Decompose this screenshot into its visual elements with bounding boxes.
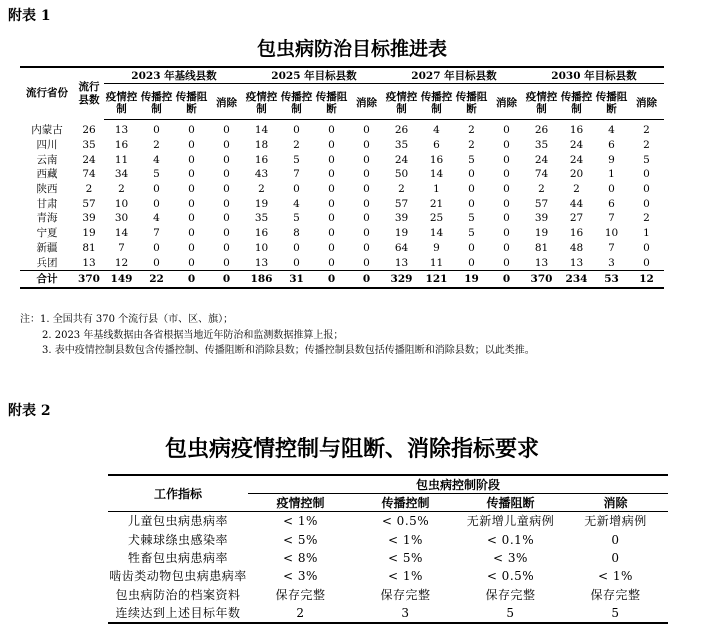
indicator-name: 连续达到上述目标年数 — [108, 604, 248, 623]
value-cell: 0 — [223, 241, 230, 254]
header-county-count: 流行县数 — [74, 67, 104, 120]
value-cell: 81 — [534, 241, 549, 254]
value-cell: 0 — [643, 168, 650, 181]
total-label: 合计 — [20, 270, 74, 288]
value-cell: 4 — [153, 212, 160, 225]
requirement-cell: 5 — [563, 604, 668, 623]
value-cell: 14 — [429, 227, 444, 240]
value-cell: 0 — [188, 124, 195, 137]
header-group-2027: 2027 年目标县数 — [384, 67, 524, 84]
requirement-cell: < 0.1% — [486, 532, 535, 547]
total-value-cell: 31 — [279, 270, 314, 288]
value-cell: 0 — [153, 241, 160, 254]
requirement-cell: 无新增病例 — [584, 514, 647, 529]
value-cell: 1 — [643, 227, 650, 240]
value-cell: 50 — [394, 168, 409, 181]
requirement-cell: < 3% — [493, 550, 528, 565]
table-row — [20, 211, 664, 226]
value-cell: 24 — [569, 153, 584, 166]
value-cell: 0 — [223, 227, 230, 240]
total-value-cell: 0 — [209, 270, 244, 288]
value-cell: 27 — [569, 212, 584, 225]
value-cell: 5 — [468, 212, 475, 225]
value-cell: 7 — [153, 227, 160, 240]
value-cell: 7 — [293, 168, 300, 181]
requirement-cell: < 5% — [388, 550, 423, 565]
value-cell: 20 — [569, 168, 584, 181]
requirement-cell: < 5% — [283, 532, 318, 547]
requirement-cell: < 1% — [388, 532, 423, 547]
table-row — [20, 182, 664, 197]
value-cell: 0 — [328, 227, 335, 240]
value-cell: 0 — [363, 197, 370, 210]
value-cell: 5 — [643, 153, 650, 166]
appendix-2-label: 附表 2 — [8, 403, 51, 419]
total-value-cell: 121 — [419, 270, 454, 288]
value-cell: 9 — [433, 241, 440, 254]
value-cell: 26 — [534, 124, 549, 137]
value-cell: 0 — [328, 241, 335, 254]
region-name: 内蒙古 — [31, 124, 63, 137]
value-cell: 0 — [363, 241, 370, 254]
value-cell: 0 — [643, 197, 650, 210]
county-count: 2 — [85, 183, 93, 196]
value-cell: 0 — [223, 212, 230, 225]
value-cell: 19 — [394, 227, 409, 240]
value-cell: 0 — [503, 212, 510, 225]
value-cell: 35 — [394, 139, 409, 152]
value-cell: 2 — [643, 124, 650, 137]
value-cell: 2 — [538, 183, 545, 196]
value-cell: 0 — [153, 124, 160, 137]
value-cell: 0 — [363, 139, 370, 152]
goal-progress-table — [20, 66, 664, 289]
header-sub-stage: 疫情控制 — [524, 84, 559, 120]
value-cell: 48 — [569, 241, 584, 254]
value-cell: 2 — [258, 183, 265, 196]
value-cell: 0 — [608, 183, 615, 196]
region-name: 青海 — [36, 212, 58, 225]
requirement-cell: < 3% — [283, 569, 318, 584]
value-cell: 16 — [114, 139, 129, 152]
value-cell: 24 — [534, 153, 549, 166]
header-group-2030: 2030 年目标县数 — [524, 67, 664, 84]
header-region: 流行省份 — [20, 67, 74, 120]
value-cell: 0 — [328, 153, 335, 166]
total-value-cell: 234 — [559, 270, 594, 288]
table-row — [108, 586, 668, 604]
value-cell: 5 — [468, 153, 475, 166]
value-cell: 19 — [254, 197, 269, 210]
value-cell: 5 — [468, 227, 475, 240]
value-cell: 0 — [503, 168, 510, 181]
header-sub-stage: 传播阻断 — [174, 84, 209, 120]
value-cell: 0 — [188, 183, 195, 196]
value-cell: 2 — [573, 183, 580, 196]
region-name: 陕西 — [36, 183, 58, 196]
total-row — [20, 270, 664, 288]
value-cell: 64 — [394, 241, 409, 254]
value-cell: 0 — [468, 168, 475, 181]
value-cell: 13 — [534, 256, 549, 269]
header-stage-transmission-interruption: 传播阻断 — [458, 494, 563, 512]
value-cell: 16 — [569, 227, 584, 240]
value-cell: 0 — [223, 139, 230, 152]
value-cell: 0 — [223, 197, 230, 210]
region-name: 西藏 — [36, 168, 58, 181]
table-row — [20, 167, 664, 182]
table-row — [20, 138, 664, 153]
value-cell: 0 — [153, 197, 160, 210]
value-cell: 0 — [188, 153, 195, 166]
value-cell: 13 — [254, 256, 269, 269]
table-row — [108, 512, 668, 531]
value-cell: 30 — [114, 212, 129, 225]
value-cell: 0 — [363, 212, 370, 225]
value-cell: 16 — [254, 153, 269, 166]
value-cell: 19 — [534, 227, 549, 240]
total-value-cell: 329 — [384, 270, 419, 288]
indicator-name: 牲畜包虫病患病率 — [127, 550, 228, 565]
value-cell: 14 — [254, 124, 269, 137]
value-cell: 16 — [569, 124, 584, 137]
county-count: 35 — [82, 139, 96, 152]
value-cell: 0 — [643, 241, 650, 254]
value-cell: 0 — [293, 124, 300, 137]
value-cell: 2 — [293, 139, 300, 152]
total-value-cell: 53 — [594, 270, 629, 288]
value-cell: 14 — [114, 227, 129, 240]
header-sub-stage: 疫情控制 — [244, 84, 279, 120]
value-cell: 0 — [328, 212, 335, 225]
header-stage-elimination: 消除 — [563, 494, 668, 512]
county-count: 24 — [82, 153, 96, 166]
requirement-cell: < 0.5% — [381, 514, 430, 529]
value-cell: 0 — [223, 256, 230, 269]
header-sub-stage: 传播阻断 — [454, 84, 489, 120]
county-count: 19 — [82, 227, 96, 240]
header-sub-stage: 传播阻断 — [594, 84, 629, 120]
requirement-cell: 0 — [611, 532, 620, 547]
value-cell: 35 — [534, 139, 549, 152]
county-count: 81 — [82, 241, 96, 254]
requirement-cell: 保存完整 — [380, 587, 431, 602]
region-name: 兵团 — [36, 256, 58, 269]
total-value-cell: 12 — [629, 270, 664, 288]
requirement-cell: < 0.5% — [486, 569, 535, 584]
value-cell: 0 — [223, 168, 230, 181]
header-sub-stage: 消除 — [629, 84, 664, 120]
indicator-name: 犬棘球绦虫感染率 — [127, 532, 228, 547]
value-cell: 10 — [254, 241, 269, 254]
value-cell: 0 — [223, 124, 230, 137]
note-1: 注：1. 全国共有 370 个流行县（市、区、旗）； — [20, 314, 234, 325]
appendix-1-title: 包虫病防治目标推进表 — [256, 38, 447, 60]
value-cell: 0 — [363, 124, 370, 137]
value-cell: 8 — [293, 227, 300, 240]
value-cell: 39 — [534, 212, 549, 225]
value-cell: 57 — [534, 197, 549, 210]
value-cell: 26 — [394, 124, 409, 137]
table-row — [108, 530, 668, 548]
value-cell: 0 — [328, 183, 335, 196]
value-cell: 0 — [328, 139, 335, 152]
value-cell: 5 — [293, 212, 300, 225]
header-sub-stage: 消除 — [489, 84, 524, 120]
requirement-cell: 保存完整 — [485, 587, 536, 602]
value-cell: 74 — [534, 168, 549, 181]
appendix-1-notes — [20, 312, 535, 359]
value-cell: 0 — [293, 241, 300, 254]
appendix-2-title: 包虫病疫情控制与阻断、消除指标要求 — [164, 436, 539, 462]
header-sub-stage: 疫情控制 — [384, 84, 419, 120]
value-cell: 10 — [114, 197, 129, 210]
value-cell: 1 — [433, 183, 440, 196]
header-sub-stage: 传播阻断 — [314, 84, 349, 120]
value-cell: 0 — [153, 183, 160, 196]
value-cell: 0 — [503, 256, 510, 269]
county-count: 57 — [82, 197, 96, 210]
value-cell: 0 — [188, 197, 195, 210]
region-name: 四川 — [36, 139, 58, 152]
value-cell: 7 — [608, 241, 615, 254]
header-sub-stage: 传播控制 — [559, 84, 594, 120]
value-cell: 43 — [254, 168, 269, 181]
value-cell: 16 — [254, 227, 269, 240]
region-name: 云南 — [36, 153, 58, 166]
value-cell: 0 — [153, 256, 160, 269]
requirement-cell: < 8% — [283, 550, 318, 565]
value-cell: 0 — [328, 168, 335, 181]
value-cell: 0 — [363, 168, 370, 181]
value-cell: 0 — [363, 183, 370, 196]
requirement-cell: 保存完整 — [590, 587, 641, 602]
indicator-name: 包虫病防治的档案资料 — [115, 587, 241, 602]
value-cell: 0 — [188, 212, 195, 225]
value-cell: 0 — [468, 197, 475, 210]
value-cell: 6 — [608, 197, 615, 210]
value-cell: 4 — [433, 124, 440, 137]
indicator-name: 啮齿类动物包虫病患病率 — [109, 569, 247, 584]
requirement-cell: 保存完整 — [275, 587, 326, 602]
value-cell: 13 — [114, 124, 129, 137]
value-cell: 0 — [503, 197, 510, 210]
indicator-name: 儿童包虫病患病率 — [127, 514, 228, 529]
value-cell: 39 — [394, 212, 409, 225]
table-row — [20, 226, 664, 241]
table-row — [108, 567, 668, 585]
table-row — [20, 196, 664, 211]
table-row — [20, 255, 664, 270]
requirement-cell: 3 — [353, 604, 458, 623]
value-cell: 4 — [293, 197, 300, 210]
requirement-cell: < 1% — [283, 514, 318, 529]
value-cell: 3 — [608, 256, 615, 269]
value-cell: 2 — [468, 124, 475, 137]
header-stage-epidemic-control: 疫情控制 — [248, 494, 353, 512]
header-stage-group: 包虫病控制阶段 — [248, 475, 668, 494]
value-cell: 13 — [394, 256, 409, 269]
value-cell: 13 — [569, 256, 584, 269]
header-group-2023: 2023 年基线县数 — [104, 67, 244, 84]
value-cell: 0 — [503, 183, 510, 196]
value-cell: 34 — [114, 168, 129, 181]
value-cell: 2 — [468, 139, 475, 152]
value-cell: 0 — [468, 256, 475, 269]
value-cell: 21 — [429, 197, 444, 210]
value-cell: 6 — [608, 139, 615, 152]
total-value-cell: 0 — [349, 270, 384, 288]
table-row — [20, 152, 664, 167]
table-row — [20, 241, 664, 256]
table-row — [108, 604, 668, 623]
region-name: 新疆 — [36, 241, 58, 254]
value-cell: 0 — [328, 256, 335, 269]
value-cell: 14 — [429, 168, 444, 181]
value-cell: 2 — [118, 183, 125, 196]
indicator-requirements-table — [108, 474, 668, 624]
value-cell: 24 — [569, 139, 584, 152]
requirement-cell: 2 — [248, 604, 353, 623]
total-value-cell: 0 — [314, 270, 349, 288]
appendix-1-label: 附表 1 — [8, 8, 51, 24]
header-group-2025: 2025 年目标县数 — [244, 67, 384, 84]
region-name: 宁夏 — [36, 227, 58, 240]
value-cell: 44 — [569, 197, 584, 210]
value-cell: 0 — [223, 183, 230, 196]
requirement-cell: 无新增儿童病例 — [466, 514, 555, 529]
value-cell: 0 — [223, 153, 230, 166]
value-cell: 11 — [429, 256, 444, 269]
table-row — [20, 120, 664, 138]
value-cell: 0 — [293, 183, 300, 196]
value-cell: 2 — [643, 139, 650, 152]
value-cell: 0 — [188, 168, 195, 181]
value-cell: 12 — [114, 256, 129, 269]
value-cell: 0 — [188, 227, 195, 240]
total-value-cell: 186 — [244, 270, 279, 288]
value-cell: 57 — [394, 197, 409, 210]
value-cell: 0 — [503, 241, 510, 254]
value-cell: 0 — [293, 256, 300, 269]
value-cell: 4 — [608, 124, 615, 137]
county-count: 74 — [82, 168, 96, 181]
value-cell: 18 — [254, 139, 269, 152]
value-cell: 0 — [503, 227, 510, 240]
value-cell: 0 — [188, 241, 195, 254]
value-cell: 0 — [503, 124, 510, 137]
value-cell: 0 — [328, 197, 335, 210]
value-cell: 0 — [643, 183, 650, 196]
total-value-cell: 19 — [454, 270, 489, 288]
value-cell: 10 — [604, 227, 619, 240]
value-cell: 1 — [608, 168, 615, 181]
value-cell: 0 — [643, 256, 650, 269]
value-cell: 7 — [608, 212, 615, 225]
value-cell: 2 — [398, 183, 405, 196]
value-cell: 35 — [254, 212, 269, 225]
value-cell: 0 — [363, 153, 370, 166]
requirement-cell: 0 — [611, 550, 620, 565]
value-cell: 2 — [153, 139, 160, 152]
value-cell: 0 — [188, 256, 195, 269]
value-cell: 7 — [118, 241, 125, 254]
county-count: 13 — [82, 256, 96, 269]
region-name: 甘肃 — [36, 197, 58, 210]
value-cell: 5 — [153, 168, 160, 181]
header-sub-stage: 消除 — [349, 84, 384, 120]
total-value-cell: 0 — [489, 270, 524, 288]
value-cell: 0 — [328, 124, 335, 137]
requirement-cell: 5 — [458, 604, 563, 623]
value-cell: 0 — [363, 227, 370, 240]
value-cell: 9 — [608, 153, 615, 166]
header-sub-stage: 消除 — [209, 84, 244, 120]
total-value-cell: 0 — [174, 270, 209, 288]
value-cell: 25 — [429, 212, 444, 225]
value-cell: 0 — [468, 241, 475, 254]
value-cell: 0 — [188, 139, 195, 152]
note-2: 2. 2023 年基线数据由各省根据当地近年防治和监测数据推算上报； — [42, 329, 344, 341]
header-sub-stage: 传播控制 — [419, 84, 454, 120]
note-3: 3. 表中疫情控制县数包含传播控制、传播阻断和消除县数；传播控制县数包括传播阻断和消除县数；以此类推。 — [42, 345, 535, 356]
value-cell: 0 — [363, 256, 370, 269]
header-sub-stage: 传播控制 — [279, 84, 314, 120]
table-row — [108, 549, 668, 567]
value-cell: 2 — [643, 212, 650, 225]
header-stage-transmission-control: 传播控制 — [353, 494, 458, 512]
value-cell: 24 — [394, 153, 409, 166]
header-sub-stage: 疫情控制 — [104, 84, 139, 120]
value-cell: 0 — [503, 139, 510, 152]
requirement-cell: < 1% — [598, 569, 633, 584]
county-count: 26 — [82, 124, 96, 137]
county-count: 39 — [82, 212, 96, 225]
requirement-cell: < 1% — [388, 569, 423, 584]
value-cell: 5 — [293, 153, 300, 166]
value-cell: 16 — [429, 153, 444, 166]
value-cell: 0 — [468, 183, 475, 196]
total-value-cell: 149 — [104, 270, 139, 288]
value-cell: 4 — [153, 153, 160, 166]
value-cell: 0 — [503, 153, 510, 166]
value-cell: 11 — [114, 153, 129, 166]
header-sub-stage: 传播控制 — [139, 84, 174, 120]
total-value-cell: 370 — [524, 270, 559, 288]
total-county-count: 370 — [74, 270, 104, 288]
value-cell: 6 — [433, 139, 440, 152]
header-indicator: 工作指标 — [108, 475, 248, 512]
total-value-cell: 22 — [139, 270, 174, 288]
